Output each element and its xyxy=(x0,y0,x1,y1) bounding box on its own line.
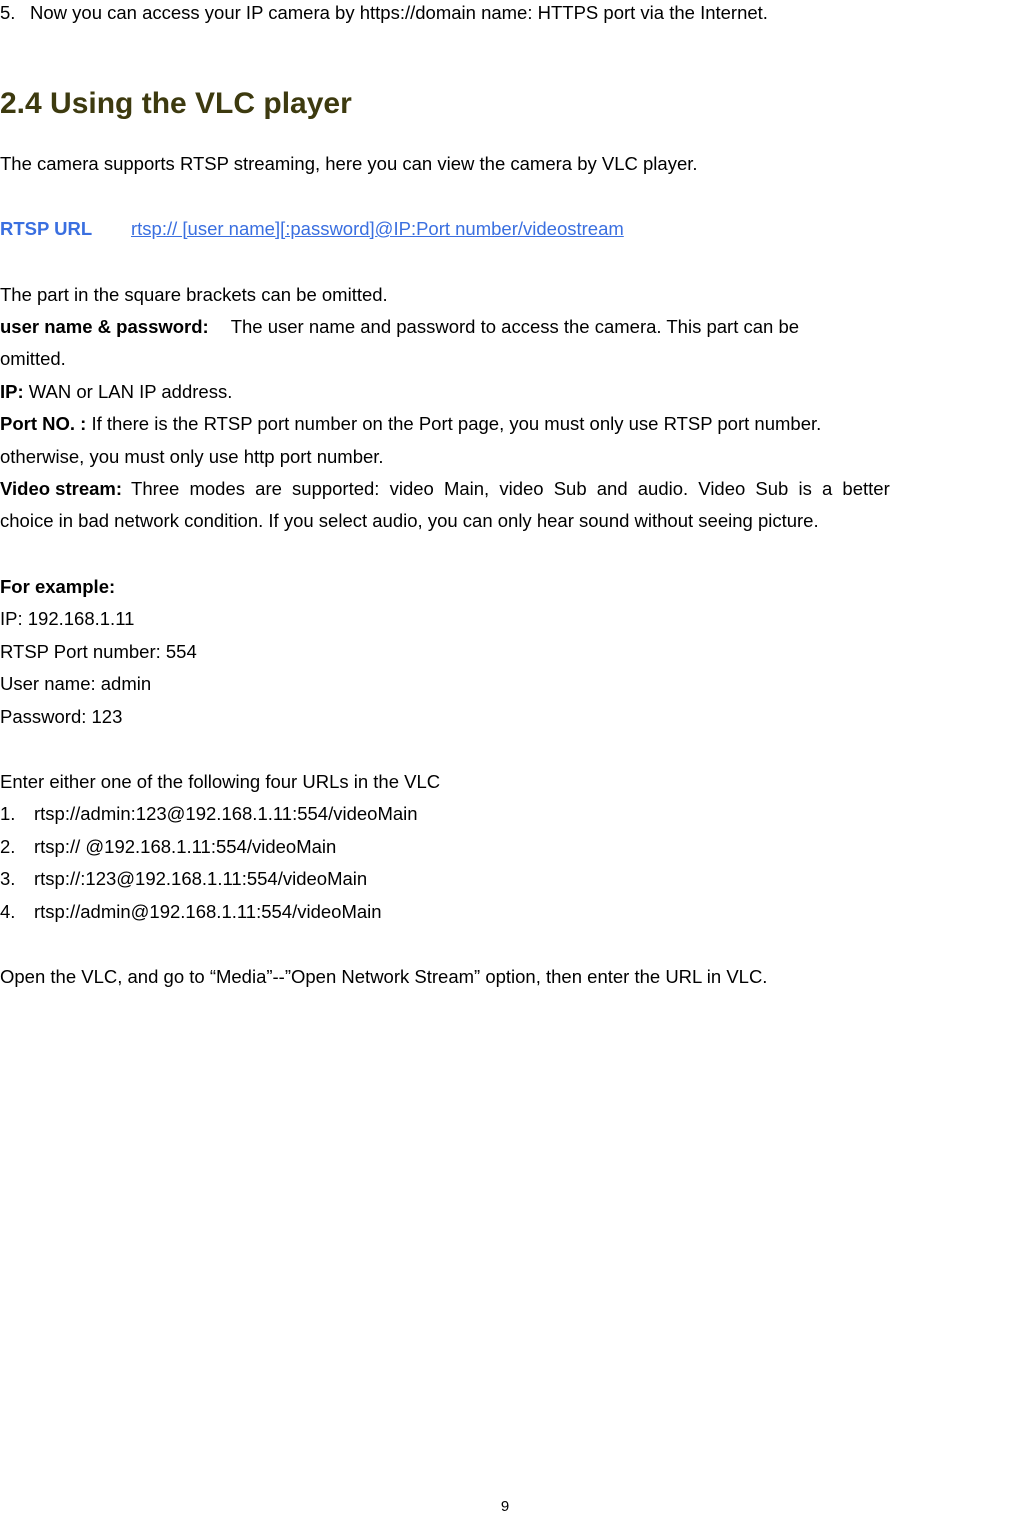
video-stream-label: Video stream: xyxy=(0,478,123,499)
ip-label: IP: xyxy=(0,381,24,402)
url-list-text: rtsp://admin:123@192.168.1.11:554/videoMain xyxy=(34,803,418,824)
urls-intro: Enter either one of the following four URLs in the VLC xyxy=(0,771,441,792)
url-list-number: 3. xyxy=(0,868,16,889)
url-list-item xyxy=(0,901,1008,923)
video-stream-line xyxy=(0,478,1008,500)
section-intro: The camera supports RTSP streaming, here you can view the camera by VLC player. xyxy=(0,153,698,174)
ip-note xyxy=(0,381,1008,403)
rtsp-url-label: RTSP URL xyxy=(0,218,93,239)
url-list-item xyxy=(0,836,1008,858)
user-password-text-line1: The user name and password to access the camera. This part can be xyxy=(230,316,800,337)
port-note xyxy=(0,413,1008,435)
step-5 xyxy=(0,2,1008,24)
url-list-number: 2. xyxy=(0,836,16,857)
video-stream-text-line1: Three modes are supported: video Main, video Sub and audio. Video Sub is a better xyxy=(131,478,890,499)
rtsp-url-row xyxy=(0,218,1008,240)
url-list-number: 1. xyxy=(0,803,16,824)
example-user: User name: admin xyxy=(0,673,152,694)
section-heading: 2.4 Using the VLC player xyxy=(0,87,352,120)
url-list-text: rtsp://admin@192.168.1.11:554/videoMain xyxy=(34,901,382,922)
omit-note: The part in the square brackets can be omitted. xyxy=(0,284,388,305)
example-password: Password: 123 xyxy=(0,706,123,727)
ip-text: WAN or LAN IP address. xyxy=(28,381,233,402)
closing-instruction: Open the VLC, and go to “Media”--”Open Network Stream” option, then enter the URL in VLC. xyxy=(0,966,768,987)
url-list-text: rtsp:// @192.168.1.11:554/videoMain xyxy=(34,836,337,857)
example-ip: IP: 192.168.1.11 xyxy=(0,608,135,629)
step-text: Now you can access your IP camera by https://domain name: HTTPS port via the Internet. xyxy=(30,2,768,23)
port-text-line2: otherwise, you must only use http port number. xyxy=(0,446,384,467)
url-list-text: rtsp://:123@192.168.1.11:554/videoMain xyxy=(34,868,368,889)
url-list-item xyxy=(0,868,1008,890)
video-stream-text-line2: choice in bad network condition. If you select audio, you can only hear sound without seeing picture. xyxy=(0,510,819,531)
url-list-number: 4. xyxy=(0,901,16,922)
user-password-line xyxy=(0,316,1008,338)
step-number: 5. xyxy=(0,2,16,23)
example-port: RTSP Port number: 554 xyxy=(0,641,197,662)
user-password-text-line2: omitted. xyxy=(0,348,66,369)
page-number: 9 xyxy=(500,1498,510,1515)
port-label: Port NO. : xyxy=(0,413,87,434)
example-heading: For example: xyxy=(0,576,116,597)
rtsp-url-link[interactable]: rtsp:// [user name][:password]@IP:Port number/videostream xyxy=(131,218,624,239)
url-list-item xyxy=(0,803,1008,825)
user-password-label: user name & password: xyxy=(0,316,209,337)
port-text-line1: If there is the RTSP port number on the Port page, you must only use RTSP port number. xyxy=(91,413,822,434)
